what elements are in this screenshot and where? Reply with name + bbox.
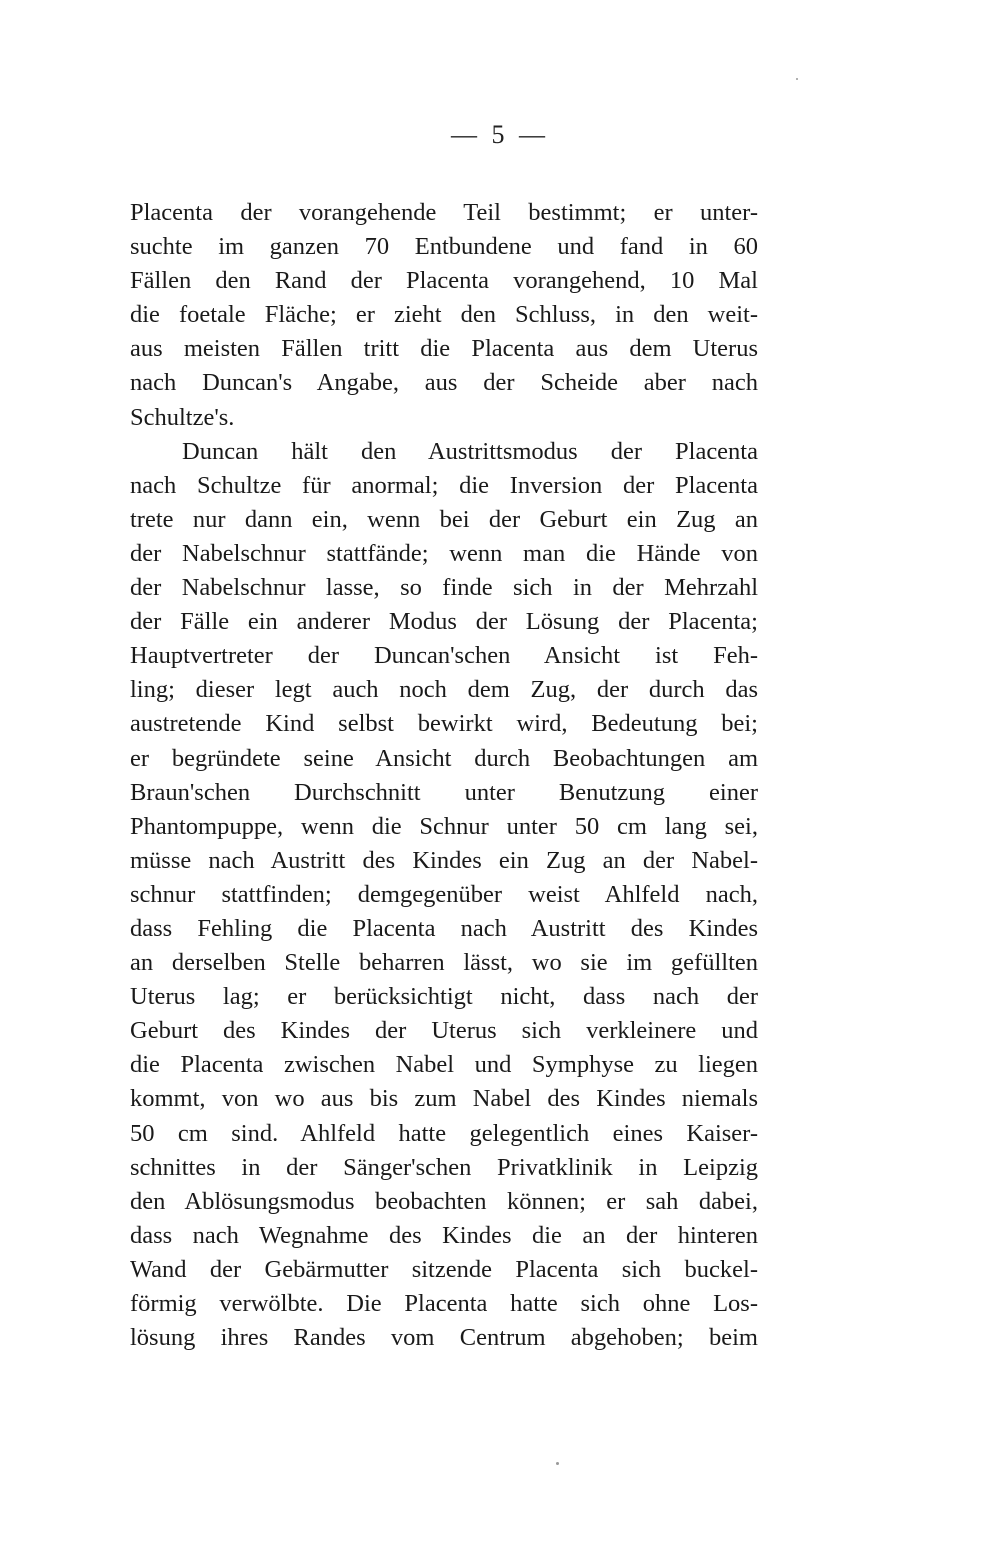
text-line: suchte im ganzen 70 Entbundene und fand in 60	[130, 233, 758, 261]
text-line: Hauptvertreter der Duncan'schen Ansicht ist Feh-	[130, 642, 758, 670]
text-line: schnur stattfinden; demgegenüber weist Ahlfeld nach,	[130, 880, 758, 908]
text-line: der Nabelschnur lasse, so finde sich in der Mehrzahl	[130, 574, 758, 602]
text-line: müsse nach Austritt des Kindes ein Zug an der Nabel-	[130, 846, 758, 874]
text-line: lösung ihres Randes vom Centrum abgehoben; beim	[130, 1324, 758, 1352]
text-line: Schultze's.	[130, 403, 235, 431]
text-line: die foetale Fläche; er zieht den Schluss, in den weit-	[130, 301, 758, 329]
text-line: der Fälle ein anderer Modus der Lösung der Placenta;	[130, 608, 758, 636]
text-line: 50 cm sind. Ahlfeld hatte gelegentlich eines Kaiser-	[130, 1119, 758, 1147]
text-line: nach Duncan's Angabe, aus der Scheide aber nach	[130, 369, 758, 397]
text-line: Wand der Gebärmutter sitzende Placenta sich buckel-	[130, 1255, 758, 1283]
text-line: kommt, von wo aus bis zum Nabel des Kindes niemals	[130, 1085, 758, 1113]
text-line: austretende Kind selbst bewirkt wird, Bedeutung bei;	[130, 710, 758, 738]
page-number: — 5 —	[451, 120, 549, 149]
text-line: Placenta der vorangehende Teil bestimmt; er unter-	[130, 199, 758, 226]
text-line: an derselben Stelle beharren lässt, wo sie im gefüllten	[130, 949, 758, 977]
text-line: Fällen den Rand der Placenta vorangehend, 10 Mal	[130, 267, 758, 295]
scan-speck	[796, 78, 798, 80]
text-line: aus meisten Fällen tritt die Placenta aus dem Uterus	[130, 335, 758, 363]
text-line: Uterus lag; er berücksichtigt nicht, dass nach der	[130, 983, 758, 1011]
scan-speck	[556, 1462, 559, 1465]
text-line: nach Schultze für anormal; die Inversion der Placenta	[130, 471, 758, 499]
text-line: Geburt des Kindes der Uterus sich verkleinere und	[130, 1017, 758, 1045]
text-line: schnittes in der Sänger'schen Privatklinik in Leipzig	[130, 1153, 758, 1181]
text-line: dass nach Wegnahme des Kindes die an der hinteren	[130, 1221, 758, 1249]
text-line: den Ablösungsmodus beobachten können; er sah dabei,	[130, 1187, 758, 1215]
text-line: der Nabelschnur stattfände; wenn man die Hände von	[130, 539, 758, 567]
text-line: Braun'schen Durchschnitt unter Benutzung einer	[130, 778, 758, 806]
body-text	[130, 196, 758, 1355]
text-line: Phantompuppe, wenn die Schnur unter 50 cm lang sei,	[130, 812, 758, 840]
text-line: dass Fehling die Placenta nach Austritt des Kindes	[130, 914, 758, 942]
text-line: förmig verwölbte. Die Placenta hatte sich ohne Los-	[130, 1290, 758, 1317]
text-line: die Placenta zwischen Nabel und Symphyse zu liegen	[130, 1051, 758, 1079]
text-line: Duncan hält den Austrittsmodus der Placenta	[182, 437, 758, 465]
text-line: er begründete seine Ansicht durch Beobachtungen am	[130, 744, 758, 772]
text-line: trete nur dann ein, wenn bei der Geburt ein Zug an	[130, 505, 758, 533]
text-line: ling; dieser legt auch noch dem Zug, der durch das	[130, 676, 758, 704]
